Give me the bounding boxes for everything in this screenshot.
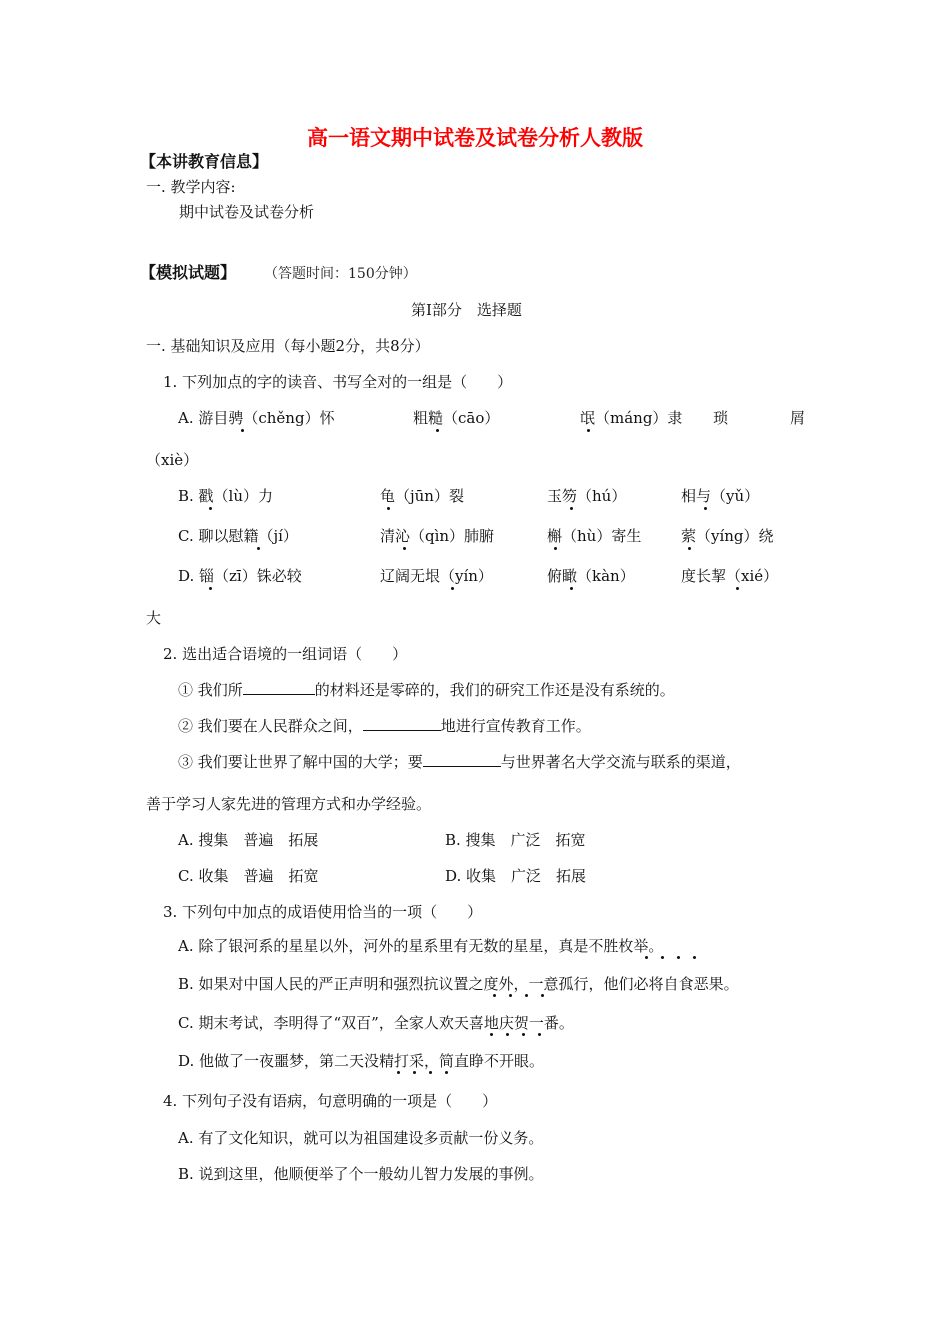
q2-sentence-3-start: ③ 我们要让世界了解中国的大学；要	[178, 753, 423, 771]
emphasis-dot	[413, 1071, 416, 1074]
emphasis-dot	[704, 507, 707, 510]
question-2-stem: 2. 选出适合语境的一组词语（ ）	[163, 645, 408, 663]
fill-blank	[423, 766, 501, 767]
section-heading-info: 【本讲教育信息】	[140, 152, 269, 171]
fill-blank	[363, 730, 441, 731]
emphasis-dot	[587, 429, 590, 432]
emphasis-dot	[509, 994, 512, 997]
question-4-stem: 4. 下列句子没有语病，句意明确的一项是（ ）	[163, 1092, 498, 1110]
q4-option-a: A. 有了文化知识，就可以为祖国建设多贡献一份义务。	[178, 1129, 544, 1147]
q3-option-c: C. 期末考试，李明得了“双百”，全家人欢天喜地庆贺一番。	[178, 1014, 574, 1032]
document-title: 高一语文期中试卷及试卷分析人教版	[307, 126, 643, 150]
emphasis-dot	[645, 956, 648, 959]
q2-option-b: B. 搜集 广泛 拓宽	[445, 831, 586, 849]
question-3-stem: 3. 下列句中加点的成语使用恰当的一项（ ）	[163, 903, 483, 921]
emphasis-dot	[436, 429, 439, 432]
q3-option-d: D. 他做了一夜噩梦，第二天没精打采，简直睁不开眼。	[178, 1052, 545, 1070]
emphasis-dot	[257, 547, 260, 550]
q1-option-b-1: B. 戳（lù）力	[178, 487, 274, 505]
q4-option-b: B. 说到这里，他顺便举了个一般幼儿智力发展的事例。	[178, 1165, 544, 1183]
q2-sentence-2-end: 地进行宣传教育工作。	[440, 717, 591, 735]
q2-sentence-2-start: ② 我们要在人民群众之间，	[178, 717, 363, 735]
emphasis-dot	[490, 1033, 493, 1036]
q1-option-c-1: C. 聊以慰籍（jí）	[178, 527, 298, 545]
emphasis-dot	[661, 956, 664, 959]
q1-option-a-1: A. 游目骋（chěng）怀	[178, 409, 335, 427]
emphasis-dot	[209, 587, 212, 590]
q1-option-b-2: 龟（jūn）裂	[380, 487, 464, 505]
emphasis-dot	[445, 1071, 448, 1074]
q1-option-a-2: 粗糙（cāo）	[413, 409, 500, 427]
emphasis-dot	[397, 1071, 400, 1074]
q1-option-a-4: 琐	[713, 409, 729, 427]
emphasis-dot	[429, 1071, 432, 1074]
q2-sentence-3	[178, 752, 741, 772]
emphasis-dot	[403, 547, 406, 550]
q1-option-c-3: 槲（hù）寄生	[547, 527, 642, 545]
info-item-text: 期中试卷及试卷分析	[179, 203, 315, 221]
emphasis-dot	[688, 547, 691, 550]
time-note: （答题时间：150分钟）	[264, 266, 417, 282]
emphasis-dot	[538, 1033, 541, 1036]
q2-sentence-1	[178, 680, 675, 700]
emphasis-dot	[387, 507, 390, 510]
q1-option-b-4: 相与（yǔ）	[681, 487, 760, 505]
emphasis-dot	[677, 956, 680, 959]
q1-option-a-3: 氓（máng）隶	[580, 409, 683, 427]
emphasis-dot	[736, 587, 739, 590]
q3-option-b: B. 如果对中国人民的严正声明和强烈抗议置之度外，一意孤行，他们必将自食恶果。	[178, 975, 739, 993]
section-heading-mock: 【模拟试题】	[140, 263, 237, 282]
q2-sentence-1-start: ① 我们所	[178, 681, 243, 699]
q1-option-c-4: 萦（yíng）绕	[681, 527, 774, 545]
q2-sentence-1-end: 的材料还是零碎的，我们的研究工作还是没有系统的。	[314, 681, 675, 699]
question-1-stem: 1. 下列加点的字的读音、书写全对的一组是（ ）	[163, 373, 513, 391]
q1-option-d-4: 度长挈（xié）	[681, 567, 779, 585]
q3-option-a: A. 除了银河系的星星以外，河外的星系里有无数的星星，真是不胜枚举。	[178, 937, 664, 955]
q2-option-c: C. 收集 普遍 拓宽	[178, 867, 319, 885]
emphasis-dot	[493, 994, 496, 997]
emphasis-dot	[209, 507, 212, 510]
q1-option-c-2: 清沁（qìn）肺腑	[380, 527, 495, 545]
emphasis-dot	[506, 1033, 509, 1036]
emphasis-dot	[241, 429, 244, 432]
q2-sentence-3-wrap: 善于学习人家先进的管理方式和办学经验。	[146, 795, 432, 813]
emphasis-dot	[693, 956, 696, 959]
section-heading-basics: 一. 基础知识及应用（每小题2分，共8分）	[146, 337, 430, 355]
emphasis-dot	[525, 994, 528, 997]
emphasis-dot	[541, 994, 544, 997]
q2-option-d: D. 收集 广泛 拓展	[445, 867, 587, 885]
emphasis-dot	[554, 547, 557, 550]
q2-sentence-2	[178, 716, 591, 736]
emphasis-dot	[522, 1033, 525, 1036]
q1-option-d-1: D. 锱（zī）铢必较	[178, 567, 302, 585]
q1-option-d-wrap: 大	[146, 609, 162, 627]
q2-option-a: A. 搜集 普遍 拓展	[178, 831, 319, 849]
q1-option-a-5: 屑	[790, 409, 806, 427]
q1-option-d-2: 辽阔无垠（yín）	[380, 567, 493, 585]
fill-blank	[243, 694, 315, 695]
emphasis-dot	[451, 587, 454, 590]
part-heading: 第Ⅰ部分 选择题	[411, 301, 522, 319]
info-item-label: 一. 教学内容:	[146, 178, 236, 196]
q1-option-b-3: 玉笏（hú）	[547, 487, 627, 505]
q1-option-a-wrap: （xiè）	[146, 451, 199, 469]
q2-sentence-3-end: 与世界著名大学交流与联系的渠道，	[500, 753, 741, 771]
emphasis-dot	[570, 587, 573, 590]
q1-option-d-3: 俯瞰（kàn）	[547, 567, 635, 585]
emphasis-dot	[570, 507, 573, 510]
